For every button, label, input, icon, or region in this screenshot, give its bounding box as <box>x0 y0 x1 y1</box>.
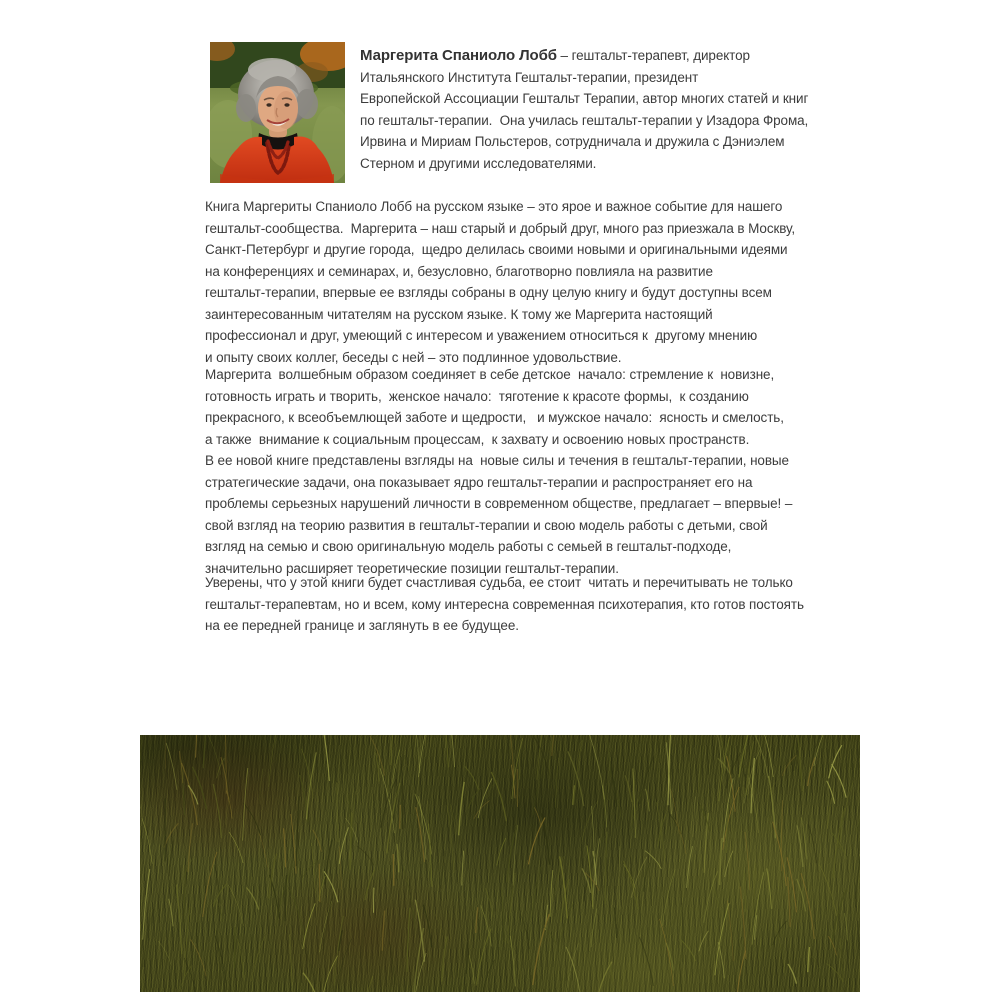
text-line: а также внимание к социальным процессам, к захвату и освоению новых пространств. <box>205 431 750 447</box>
text-line: значительно расширяет теоретические позиции гештальт-терапии. <box>205 560 619 576</box>
paragraph-book-announcement <box>205 196 825 368</box>
bio-lines <box>360 67 820 175</box>
text-line: Книга Маргериты Спаниоло Лобб на русском языке – это ярое и важное событие для нашего <box>205 199 783 214</box>
bio-first-line <box>360 45 820 67</box>
text-line: Уверены, что у этой книги будет счастливая судьба, ее стоит читать и перечитывать не только <box>205 575 793 590</box>
text-line: гештальт-терапии, впервые ее взгляды собраны в одну целую книгу и будут доступны всем <box>205 285 772 300</box>
text-line: проблемы серьезных нарушений личности в современном обществе, предлагает – впервые! – <box>205 496 793 511</box>
bio-first-line-rest: – гештальт-терапевт, директор <box>556 48 750 63</box>
text-line: профессионал и друг, умеющий с интересом и уважением относиться к другому мнению <box>205 328 758 343</box>
text-line: Итальянского Института Гештальт-терапии, президент <box>360 69 699 85</box>
text-line: гештальт-сообщества. Маргерита – наш старый и добрый друг, много раз приезжала в Москву, <box>205 220 796 236</box>
text-line: Маргерита волшебным образом соединяет в себе детское начало: стремление к новизне, <box>205 367 775 382</box>
text-line: Стерном и другими исследователями. <box>360 155 597 171</box>
text-line: на ее передней границе и заглянуть в ее будущее. <box>205 618 519 633</box>
text-line: В ее новой книге представлены взгляды на новые силы и течения в гештальт-терапии, новые <box>205 453 789 468</box>
paragraph-margherita-qualities <box>205 364 825 579</box>
text-line: свой взгляд на теорию развития в гештальт-терапии и свою модель работы с детьми, свой <box>205 517 768 533</box>
text-line: гештальт-терапевтам, но и всем, кому интересна современная психотерапия, кто готов постоять <box>205 596 804 612</box>
author-name: Маргерита Спаниоло Лобб <box>360 47 557 64</box>
grass-blades-texture <box>140 735 860 992</box>
text-line: Санкт-Петербург и другие города, щедро делилась своими новыми и оригинальными идеями <box>205 242 788 257</box>
text-line: стратегические задачи, она показывает ядро гештальт-терапии и распространяет его на <box>205 474 753 490</box>
text-line: готовность играть и творить, женское начало: тяготение к красоте формы, к созданию <box>205 388 749 404</box>
text-line: прекрасного, к всеобъемлющей заботе и щедрости, и мужское начало: ясность и смелость, <box>205 410 784 425</box>
grass-photo <box>140 735 860 992</box>
text-line: Ирвина и Мириам Польстеров, сотрудничала и дружила с Дэниэлем <box>360 134 785 149</box>
author-bio <box>360 45 820 174</box>
text-line: заинтересованным читателям на русском языке. К тому же Маргерита настоящий <box>205 306 713 322</box>
text-line: взгляд на семью и свою оригинальную модель работы с семьей в гештальт-подходе, <box>205 539 732 554</box>
portrait-photo-illustration <box>210 42 345 183</box>
text-line: по гештальт-терапии. Она училась гештальт-терапии у Изадора Фрома, <box>360 112 809 128</box>
portrait-photo <box>210 42 345 183</box>
text-line: Европейской Ассоциации Гештальт Терапии, автор многих статей и книг <box>360 91 809 106</box>
paragraph-closing-wishes <box>205 572 825 637</box>
text-line: на конференциях и семинарах, и, безусловно, благотворно повлияла на развитие <box>205 263 713 279</box>
text-line: и опыту своих коллег, беседы с ней – это подлинное удовольствие. <box>205 349 622 365</box>
